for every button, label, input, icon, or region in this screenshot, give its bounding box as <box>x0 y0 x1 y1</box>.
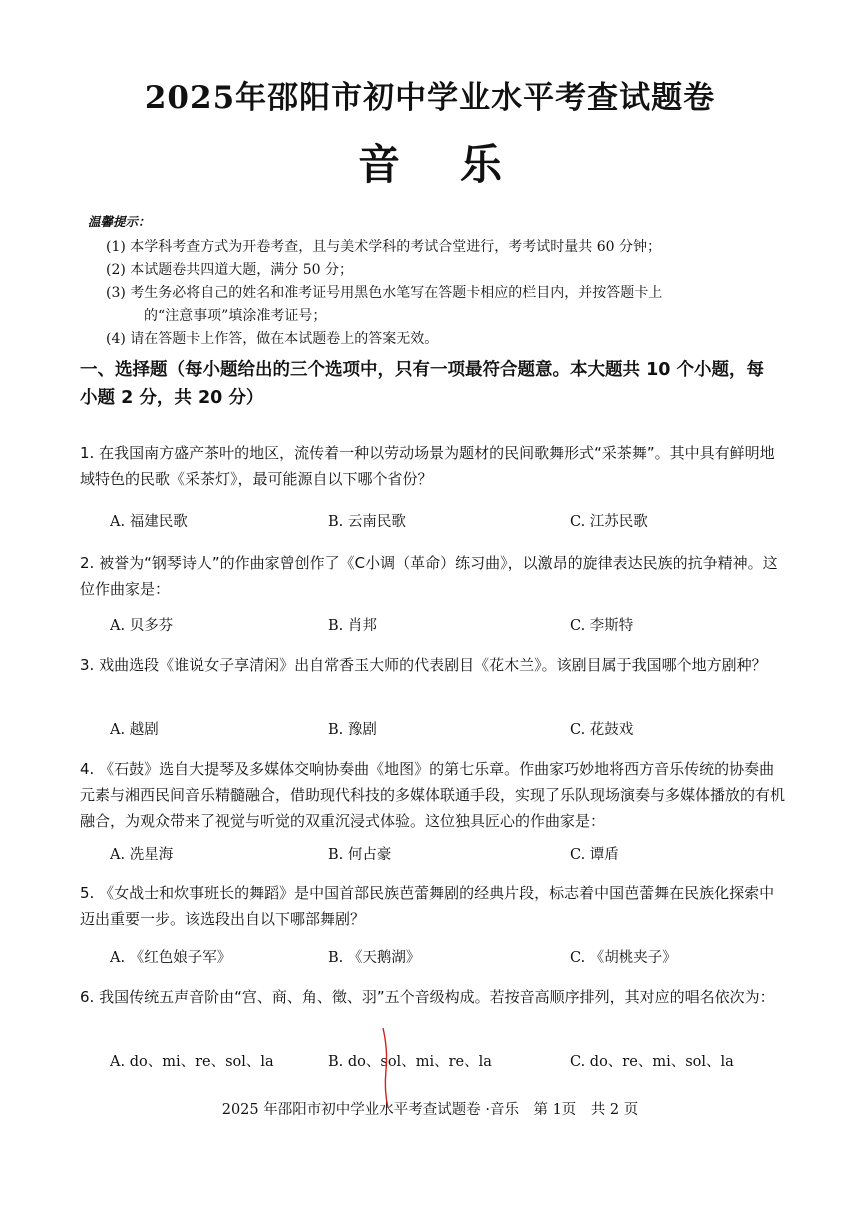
option-a: A. 《红色娘子军》 <box>110 950 232 966</box>
option-c: C. 谭盾 <box>570 847 619 863</box>
question-2: 2. 被誉为“钢琴诗人”的作曲家曾创作了《C小调（革命）练习曲》，以激昂的旋律表达民族的抗争精神。这位作曲家是： <box>80 554 778 598</box>
option-a: A. do、mi、re、sol、la <box>110 1054 274 1070</box>
question-5: 5. 《女战士和炊事班长的舞蹈》是中国首部民族芭蕾舞剧的经典片段，标志着中国芭蕾舞在民族化探索中迈出重要一步。该选段出自以下哪部舞剧？ <box>80 884 775 928</box>
option-a: A. 冼星海 <box>110 847 174 863</box>
notice-label: 温馨提示： <box>88 214 151 229</box>
option-c: C. 李斯特 <box>570 618 634 634</box>
option-c: C. do、re、mi、sol、la <box>570 1054 734 1070</box>
notice-item: (2) 本试题卷共四道大题，满分 50 分； <box>106 262 353 278</box>
question-6: 6. 我国传统五声音阶由“宫、商、角、徵、羽”五个音级构成。若按音高顺序排列，其对应的唱名依次为： <box>80 988 775 1006</box>
option-c: C. 《胡桃夹子》 <box>570 950 677 966</box>
question-1: 1. 在我国南方盛产茶叶的地区，流传着一种以劳动场景为题材的民间歌舞形式“采茶舞”。其中具有鲜明地域特色的民歌《采茶灯》，最可能源自以下哪个省份？ <box>80 444 775 488</box>
option-b: B. do、sol、mi、re、la <box>328 1054 492 1070</box>
question-3: 3. 戏曲选段《谁说女子享清闲》出自常香玉大师的代表剧目《花木兰》。该剧目属于我国哪个地方剧种？ <box>80 656 767 674</box>
option-b: B. 肖邦 <box>328 618 377 634</box>
page-title: 2025年邵阳市初中学业水平考查试题卷 <box>144 80 716 116</box>
subject-title: 音乐 <box>357 140 562 189</box>
notice-item-continued: 的“注意事项”填涂准考证号； <box>144 308 327 324</box>
option-b: B. 云南民歌 <box>328 514 406 530</box>
option-b: B. 《天鹅湖》 <box>328 950 421 966</box>
option-b: B. 何占豪 <box>328 847 392 863</box>
option-a: A. 越剧 <box>110 722 159 738</box>
option-c: C. 花鼓戏 <box>570 722 634 738</box>
option-c: C. 江苏民歌 <box>570 514 648 530</box>
question-4: 4. 《石鼓》选自大提琴及多媒体交响协奏曲《地图》的第七乐章。作曲家巧妙地将西方音乐传统的协奏曲元素与湘西民间音乐精髓融合，借助现代科技的多媒体联通手段，实现了乐队现场演奏与多媒体播放的有机融合，为观众带来了视觉与听觉的双重沉浸式体验。这位独具匠心的作曲家是： <box>80 760 786 830</box>
page-footer: 2025 年邵阳市初中学业水平考查试题卷 ·音乐 第 1页 共 2 页 <box>221 1102 639 1118</box>
notice-item: (3) 考生务必将自己的姓名和准考证号用黑色水笔写在答题卡相应的栏目内，并按答题卡上 <box>106 285 663 301</box>
option-a: A. 贝多芬 <box>110 618 174 634</box>
notice-item: (4) 请在答题卡上作答，做在本试题卷上的答案无效。 <box>106 331 439 347</box>
option-a: A. 福建民歌 <box>110 514 188 530</box>
notice-item: (1) 本学科考查方式为开卷考查，且与美术学科的考试合堂进行，考考试时量共 60 分钟； <box>106 239 661 255</box>
option-b: B. 豫剧 <box>328 722 377 738</box>
section-heading: 一、选择题（每小题给出的三个选项中，只有一项最符合题意。本大题共 10 个小题，每小题 2 分，共 20 分） <box>80 360 765 408</box>
